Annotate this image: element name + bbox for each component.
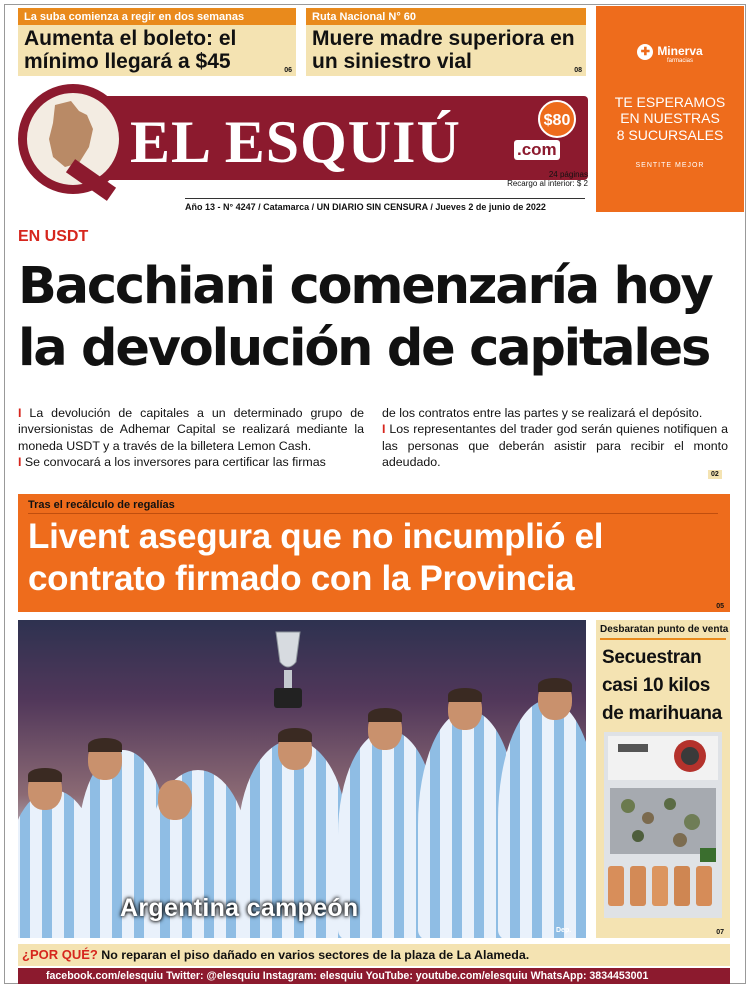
player-hair (448, 688, 482, 702)
photo-credit: Dep. (556, 927, 572, 934)
drug-seizure-story[interactable] (596, 620, 730, 938)
side-rule (600, 638, 726, 640)
livent-story[interactable] (18, 494, 730, 612)
price-badge: $80 (538, 100, 576, 138)
ad-brand-sub: farmacias (666, 58, 693, 64)
page-number: 02 (708, 470, 722, 479)
bullet-bar: I (382, 422, 390, 437)
dateline-rule (185, 198, 585, 199)
lead-headline-line-1: Bacchiani comenzaría hoy (18, 257, 712, 316)
team-photo[interactable] (18, 620, 586, 938)
player-hair (88, 738, 122, 752)
seized-items-image (604, 732, 722, 918)
band-rule (28, 513, 718, 514)
page-number: 06 (284, 67, 292, 74)
lead-paragraph: La devolución de capitales a un determinado grupo de inversionistas de Adhemar Capital se realizará mediante la moneda USDT y a través de la billetera Lemon Cash. (18, 406, 364, 453)
lead-headline[interactable] (18, 256, 738, 380)
social-links-bar[interactable]: facebook.com/elesquiu Twitter: @elesquiu Instagram: elesquiu YouTube: youtube.com/elesquiu WhatsApp: 3834453001 (18, 968, 730, 984)
band-headline-line-2: contrato firmado con la Provincia (28, 559, 575, 598)
ad-line-2: EN NUESTRAS (620, 110, 720, 126)
masthead-domain: .com (514, 140, 560, 160)
photo-caption: Argentina campeón (120, 894, 359, 922)
bullet-bar: I (18, 455, 25, 470)
teaser-kicker: Ruta Nacional N° 60 (306, 10, 586, 25)
teaser-kicker: La suba comienza a regir en dos semanas (18, 10, 296, 25)
ad-line-3: 8 SUCURSALES (616, 127, 724, 143)
side-headline (602, 644, 726, 728)
lead-paragraph: de los contratos entre las partes y se realizará el depósito. (382, 406, 703, 420)
lead-headline-line-2: la devolución de capitales (18, 319, 710, 378)
ad-line-1: TE ESPERAMOS (614, 94, 726, 110)
lead-kicker: EN USDT (18, 228, 89, 245)
player-hair (368, 708, 402, 722)
teaser-headline: Muere madre superiora en un siniestro vial (312, 27, 575, 73)
player-hair (278, 728, 312, 742)
teaser-fare[interactable] (18, 8, 296, 76)
player-hair (538, 678, 572, 692)
lead-column-2 (382, 405, 728, 471)
seizure-photo (604, 732, 722, 918)
band-headline (28, 516, 728, 600)
band-headline-line-1: Livent asegura que no incumplió el (28, 517, 604, 556)
side-kicker: Desbaratan punto de venta (600, 624, 729, 635)
page-number: 05 (716, 603, 724, 610)
masthead-title: EL ESQUIÚ (130, 109, 461, 175)
page-number: 08 (574, 67, 582, 74)
por-que-strip[interactable] (18, 944, 730, 966)
dateline: Año 13 - N° 4247 / Catamarca / UN DIARIO SIN CENSURA / Jueves 2 de junio de 2022 (185, 202, 546, 212)
lead-column-1 (18, 405, 364, 471)
side-headline-line-1: Secuestran (602, 647, 702, 668)
por-que-text: No reparan el piso dañado en varios sectores de la plaza de La Alameda. (101, 948, 530, 962)
surcharge: Recargo al interior: $ 2 (507, 179, 588, 188)
ad-slogan: SENTITE MEJOR (635, 162, 705, 169)
trophy-icon (266, 628, 310, 712)
pill-icon: ✚ (637, 44, 653, 60)
teaser-headline: Aumenta el boleto: el mínimo llegará a $45 (24, 27, 237, 73)
band-kicker: Tras el recálculo de regalías (28, 499, 175, 511)
page-count: 24 páginas (548, 170, 588, 179)
por-que-label: ¿POR QUÉ? (22, 947, 98, 962)
player-figure (498, 700, 586, 938)
masthead (18, 84, 586, 212)
lead-paragraph: Los representantes del trader god serán quienes notifiquen a las personas que deberán asistir para recibir el monto adeudado. (382, 422, 728, 470)
player-head (158, 780, 192, 820)
player-hair (28, 768, 62, 782)
bullet-bar: I (18, 406, 30, 420)
pharmacy-ad[interactable] (596, 6, 744, 212)
lead-paragraph: Se convocará a los inversores para certificar las firmas (24, 455, 326, 470)
masthead-info (488, 170, 588, 188)
page-number: 07 (716, 929, 724, 936)
teaser-accident[interactable] (306, 8, 586, 76)
side-headline-line-3: de marihuana (602, 703, 722, 724)
ad-brand: Minerva (657, 44, 703, 59)
side-headline-line-2: casi 10 kilos (602, 675, 711, 696)
